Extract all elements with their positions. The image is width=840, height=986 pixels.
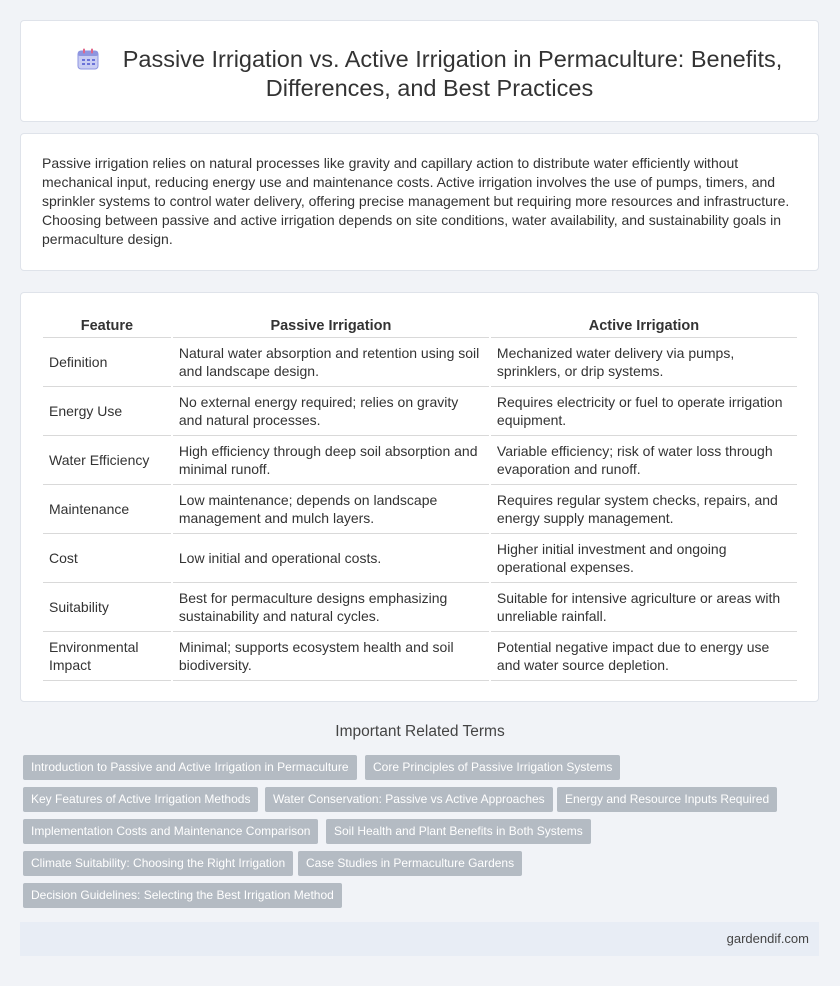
feature-cell: Water Efficiency (43, 436, 171, 485)
title-line-2: Differences, and Best Practices (265, 75, 594, 101)
related-term-tag[interactable]: Introduction to Passive and Active Irrigation in Permaculture (23, 755, 357, 780)
passive-cell: Minimal; supports ecosystem health and soil biodiversity. (173, 632, 489, 681)
table-row (43, 583, 797, 632)
comparison-card (20, 292, 819, 702)
related-term-tag[interactable]: Key Features of Active Irrigation Methods (23, 787, 258, 812)
passive-cell: Best for permaculture designs emphasizing sustainability and natural cycles. (173, 583, 489, 632)
feature-cell: Energy Use (43, 387, 171, 436)
calendar-icon (77, 48, 99, 70)
passive-cell: Low initial and operational costs. (173, 534, 489, 583)
related-term-tag[interactable]: Core Principles of Passive Irrigation Systems (365, 755, 620, 780)
feature-cell: Cost (43, 534, 171, 583)
active-cell: Potential negative impact due to energy use and water source depletion. (491, 632, 797, 681)
table-row (43, 338, 797, 387)
table-row (43, 534, 797, 583)
related-term-tag[interactable]: Implementation Costs and Maintenance Comparison (23, 819, 318, 844)
page-title (61, 45, 798, 103)
table-row (43, 436, 797, 485)
table-row (43, 485, 797, 534)
footer (20, 922, 819, 956)
related-term-tag[interactable]: Climate Suitability: Choosing the Right Irrigation (23, 851, 293, 876)
active-cell: Suitable for intensive agriculture or areas with unreliable rainfall. (491, 583, 797, 632)
passive-cell: Natural water absorption and retention using soil and landscape design. (173, 338, 489, 387)
related-term-tag[interactable]: Energy and Resource Inputs Required (557, 787, 777, 812)
comparison-table (41, 315, 799, 681)
header-passive: Passive Irrigation (173, 315, 489, 338)
intro-card (20, 133, 819, 271)
related-term-tag[interactable]: Decision Guidelines: Selecting the Best Irrigation Method (23, 883, 342, 908)
header-card (20, 20, 819, 122)
footer-site-link[interactable]: gardendif.com (726, 931, 809, 946)
active-cell: Requires electricity or fuel to operate irrigation equipment. (491, 387, 797, 436)
table-row (43, 387, 797, 436)
related-term-tag[interactable]: Water Conservation: Passive vs Active Approaches (265, 787, 553, 812)
passive-cell: No external energy required; relies on gravity and natural processes. (173, 387, 489, 436)
passive-cell: Low maintenance; depends on landscape management and mulch layers. (173, 485, 489, 534)
feature-cell: Definition (43, 338, 171, 387)
related-term-tag[interactable]: Soil Health and Plant Benefits in Both Systems (326, 819, 591, 844)
active-cell: Higher initial investment and ongoing operational expenses. (491, 534, 797, 583)
intro-text: Passive irrigation relies on natural processes like gravity and capillary action to distribute water efficiently without mechanical input, reducing energy use and maintenance costs. Active irrigation involves the use of pumps, timers, and sprinkler systems to control water delivery, offering precise management but requiring more resources and infrastructure. Choosing between passive and active irrigation depends on site conditions, water availability, and sustainability goals in permaculture design. (42, 155, 790, 247)
related-term-tag[interactable]: Case Studies in Permaculture Gardens (298, 851, 522, 876)
feature-cell: Environmental Impact (43, 632, 171, 681)
active-cell: Requires regular system checks, repairs, and energy supply management. (491, 485, 797, 534)
related-terms-heading: Important Related Terms (335, 723, 505, 740)
feature-cell: Maintenance (43, 485, 171, 534)
header-active: Active Irrigation (491, 315, 797, 338)
passive-cell: High efficiency through deep soil absorption and minimal runoff. (173, 436, 489, 485)
table-row (43, 632, 797, 681)
title-line-1: Passive Irrigation vs. Active Irrigation in Permaculture: Benefits, (122, 46, 783, 72)
header-feature: Feature (43, 315, 171, 338)
feature-cell: Suitability (43, 583, 171, 632)
active-cell: Variable efficiency; risk of water loss through evaporation and runoff. (491, 436, 797, 485)
table-header-row (43, 315, 797, 338)
active-cell: Mechanized water delivery via pumps, sprinklers, or drip systems. (491, 338, 797, 387)
